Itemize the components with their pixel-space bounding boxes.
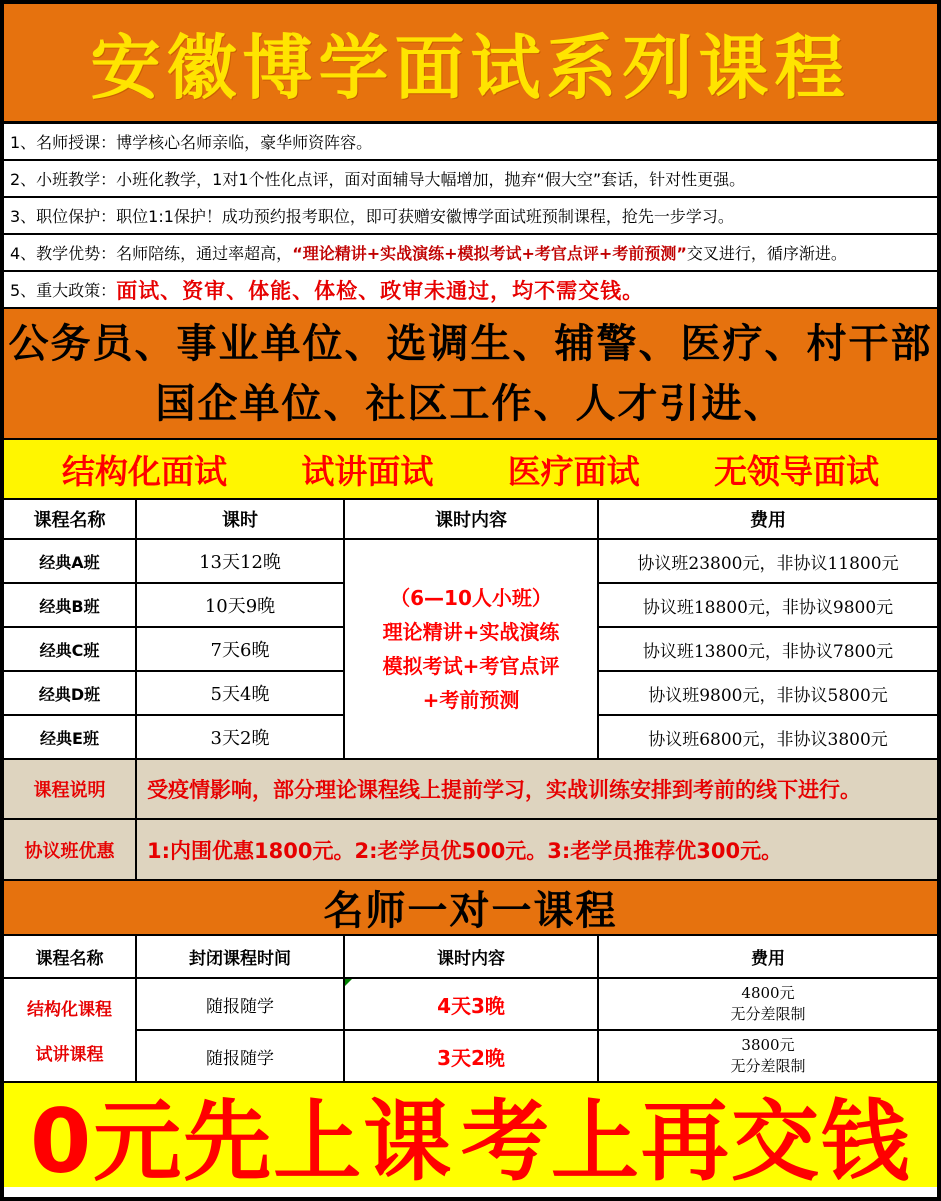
col-header-course-name: 课程名称	[4, 500, 137, 540]
course-content-merged-cell	[345, 540, 599, 760]
type-leaderless: 无领导面试	[713, 451, 879, 491]
content-line-1: （6—10人小班）	[390, 586, 552, 610]
notice-row-2	[4, 161, 937, 198]
table-row-d-duration: 5天4晚	[137, 672, 345, 716]
interview-types-banner	[4, 440, 937, 500]
note-1-label-text: 课程说明	[33, 780, 106, 801]
type-lecture: 试讲面试	[301, 451, 434, 491]
notice-1-text: 1、名师授课：博学核心名师亲临，豪华师资阵容。	[10, 133, 373, 152]
notice-2-text: 2、小班教学：小班化教学，1对1个性化点评，面对面辅导大幅增加，抛弃“假大空”套话，针对性更强。	[10, 170, 746, 189]
footer-banner	[4, 1083, 937, 1193]
title-banner	[4, 4, 937, 124]
page-title: 安徽博学面试系列课程	[90, 26, 851, 109]
oo-col-header-fee: 费用	[599, 936, 937, 979]
oo-row-1-duration	[345, 979, 599, 1031]
footer-slogan-left: 0元先上课	[30, 1090, 454, 1193]
note-label-course-description	[4, 760, 137, 820]
oo-course-label-structured: 结构化课程	[27, 1000, 112, 1020]
course-table	[4, 500, 937, 760]
table-row-a-fee: 协议班23800元，非协议11800元	[599, 540, 937, 584]
oo-row-2-fee	[599, 1031, 937, 1083]
audience-line-1: 公务员、事业单位、选调生、辅警、医疗、村干部	[8, 320, 933, 367]
oo-row-2-time: 随报随学	[137, 1031, 345, 1083]
note-text-discount	[137, 820, 937, 881]
notice-row-1	[4, 124, 937, 161]
col-header-fee: 费用	[599, 500, 937, 540]
oo-row-1-fee-amount: 4800元	[741, 984, 795, 1002]
notes-table	[4, 760, 937, 881]
oo-col-header-time: 封闭课程时间	[137, 936, 345, 979]
note-text-course-description	[137, 760, 937, 820]
audience-banner	[4, 309, 937, 440]
notice-3-text: 3、职位保护：职位1:1保护！成功预约报考职位，即可获赠安徽博学面试班预制课程，抢先一步学习。	[10, 207, 734, 226]
oo-course-labels-cell	[4, 979, 137, 1083]
note-1-text: 受疫情影响，部分理论课程线上提前学习，实战训练安排到考前的线下进行。	[147, 778, 861, 802]
table-row-b-fee: 协议班18800元，非协议9800元	[599, 584, 937, 628]
table-row-c-duration: 7天6晚	[137, 628, 345, 672]
table-row-a-name: 经典A班	[4, 540, 137, 584]
table-row-e-fee: 协议班6800元，非协议3800元	[599, 716, 937, 760]
oo-row-2-fee-note: 无分差限制	[730, 1057, 806, 1075]
content-line-4: +考前预测	[422, 688, 520, 712]
notice-5-text: 5、重大政策：	[10, 281, 117, 300]
one-on-one-table	[4, 936, 937, 1083]
oo-row-1-fee	[599, 979, 937, 1031]
notice-4-tail: 交叉进行，循序渐进。	[686, 244, 847, 263]
oo-row-2-duration	[345, 1031, 599, 1083]
table-row-d-name: 经典D班	[4, 672, 137, 716]
notice-row-5	[4, 272, 937, 309]
col-header-hours: 课时	[137, 500, 345, 540]
note-label-discount	[4, 820, 137, 881]
table-row-c-fee: 协议班13800元，非协议7800元	[599, 628, 937, 672]
cell-flag-triangle	[345, 979, 352, 986]
notice-4-text: 4、教学优势：名师陪练，通过率超高，	[10, 244, 293, 263]
oo-row-2-duration-text: 3天2晚	[437, 1045, 505, 1070]
notice-5-highlight: 面试、资审、体能、体检、政审未通过，均不需交钱。	[116, 277, 645, 303]
audience-line-2: 国企单位、社区工作、人才引进、	[155, 380, 786, 427]
note-2-label-text: 协议班优惠	[24, 840, 115, 862]
notice-row-4	[4, 235, 937, 272]
one-on-one-banner-text: 名师一对一课程	[323, 888, 618, 934]
col-header-content: 课时内容	[345, 500, 599, 540]
table-row-b-duration: 10天9晚	[137, 584, 345, 628]
oo-col-header-content: 课时内容	[345, 936, 599, 979]
oo-row-1-duration-text: 4天3晚	[437, 993, 505, 1018]
note-2-text: 1:内围优惠1800元。2:老学员优500元。3:老学员推荐优300元。	[147, 838, 783, 863]
content-line-2: 理论精讲+实战演练	[382, 620, 560, 644]
notice-4-highlight: “理论精讲+实战演练+模拟考试+考官点评+考前预测”	[292, 244, 687, 263]
table-row-b-name: 经典B班	[4, 584, 137, 628]
table-row-d-fee: 协议班9800元，非协议5800元	[599, 672, 937, 716]
table-row-a-duration: 13天12晚	[137, 540, 345, 584]
type-structured: 结构化面试	[62, 451, 227, 491]
oo-course-label-lecture: 试讲课程	[35, 1045, 104, 1065]
content-line-3: 模拟考试+考官点评	[382, 654, 560, 678]
oo-row-2-fee-amount: 3800元	[741, 1036, 795, 1054]
notice-row-3	[4, 198, 937, 235]
footer-slogan-right: 考上再交钱	[460, 1090, 911, 1193]
oo-row-1-fee-note: 无分差限制	[730, 1005, 806, 1023]
oo-col-header-course-name: 课程名称	[4, 936, 137, 979]
table-row-e-duration: 3天2晚	[137, 716, 345, 760]
type-medical: 医疗面试	[507, 451, 640, 491]
one-on-one-banner	[4, 881, 937, 936]
table-row-e-name: 经典E班	[4, 716, 137, 760]
oo-row-1-time: 随报随学	[137, 979, 345, 1031]
table-row-c-name: 经典C班	[4, 628, 137, 672]
